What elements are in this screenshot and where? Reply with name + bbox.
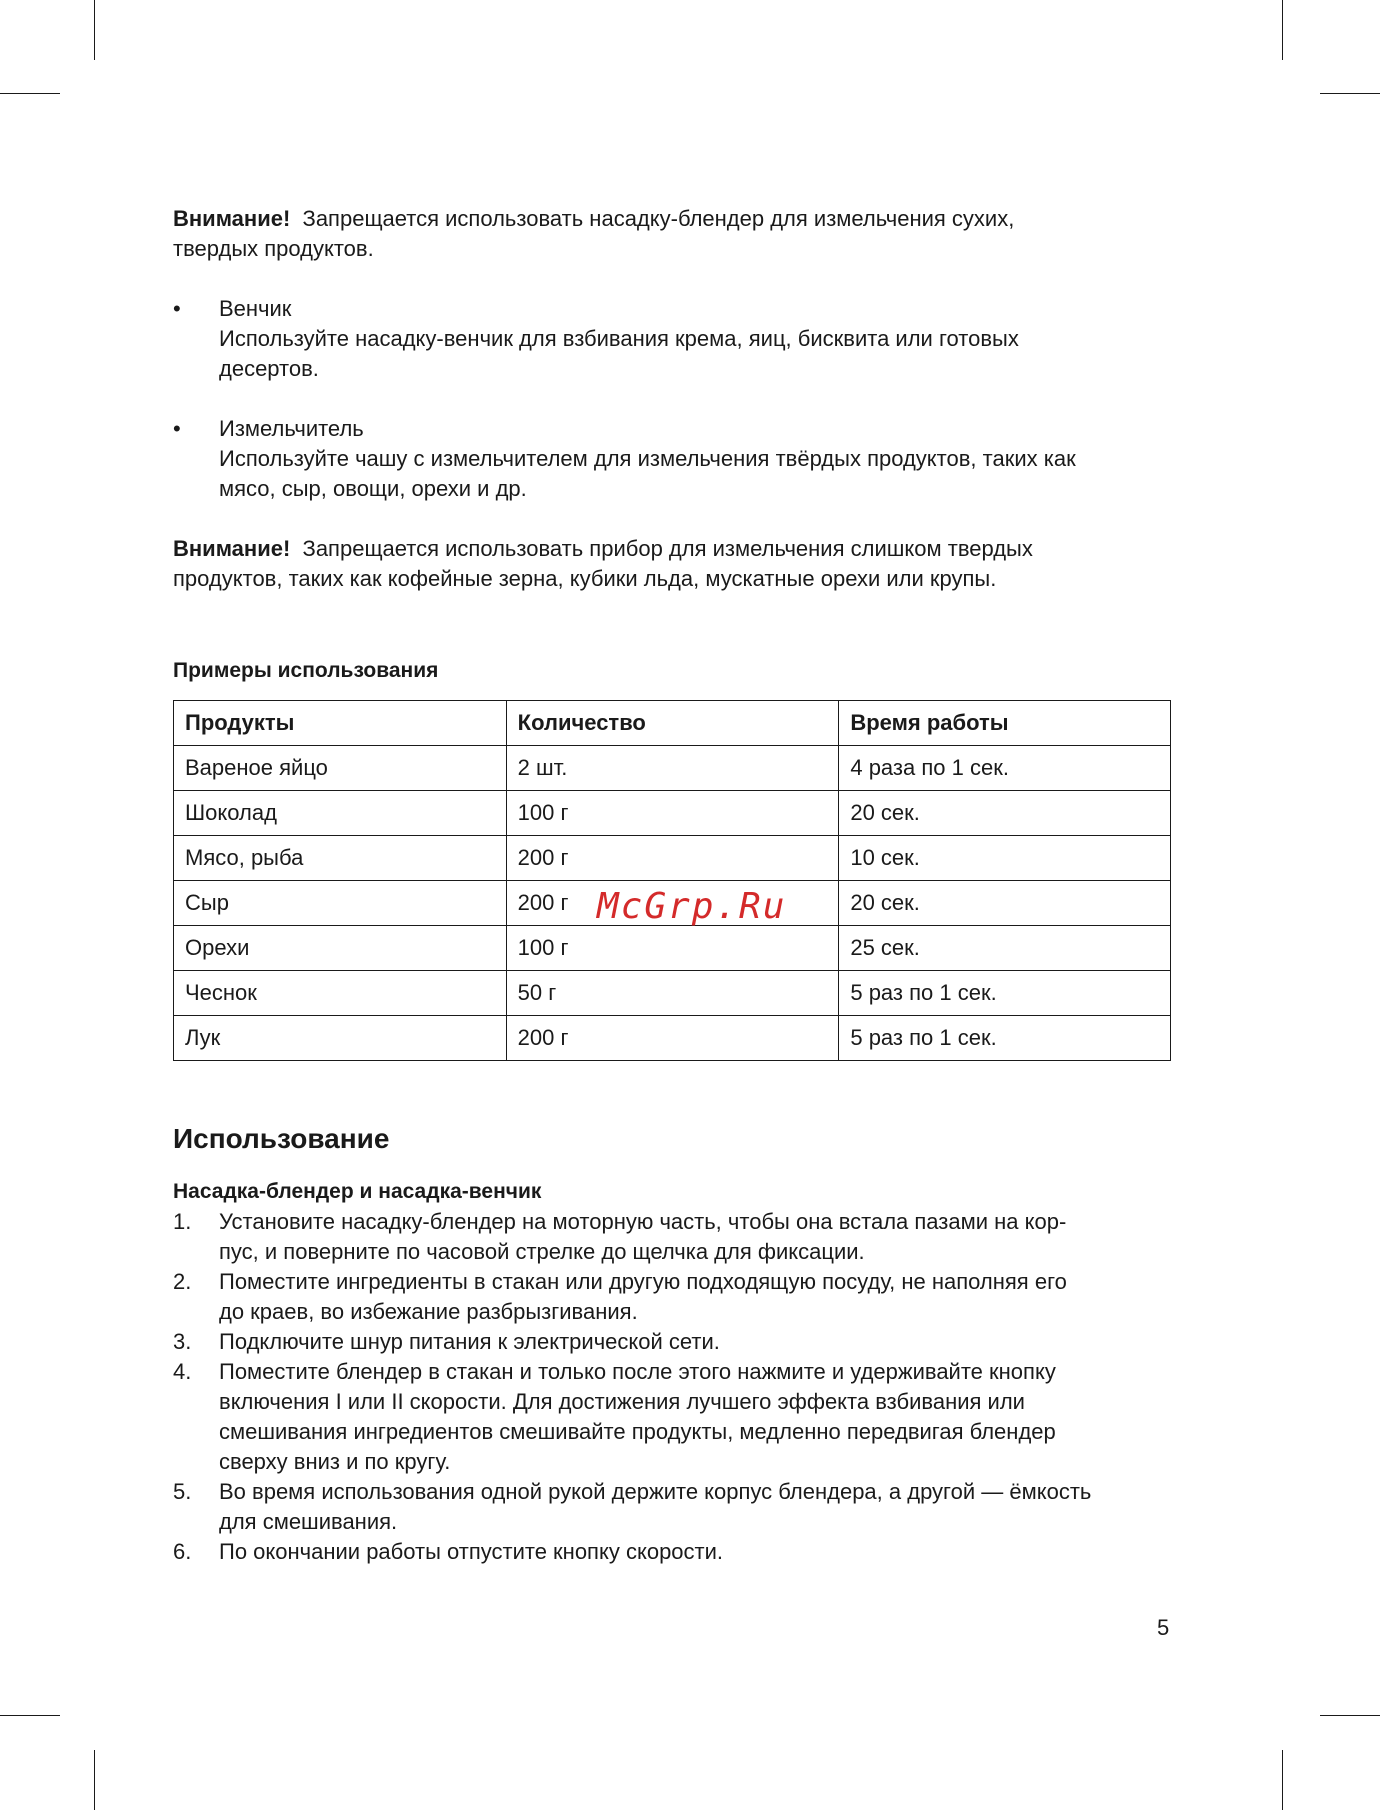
watermark: McGrp.Ru <box>597 886 787 927</box>
list-item <box>173 1537 1173 1567</box>
warning-label: Внимание! <box>173 536 291 561</box>
table-cell: 20 сек. <box>839 791 1171 836</box>
list-item <box>173 1357 1173 1477</box>
table-cell: Мясо, рыба <box>174 836 507 881</box>
bullet-item-chopper <box>173 414 1173 504</box>
warning-note <box>173 204 1173 264</box>
table-cell: 5 раз по 1 сек. <box>839 971 1171 1016</box>
table-cell: 100 г <box>506 926 839 971</box>
step-text: включения I или II скорости. Для достижения лучшего эффекта взбивания или <box>219 1389 1025 1414</box>
crop-mark <box>94 1750 95 1810</box>
crop-mark <box>0 1715 60 1716</box>
usage-examples-table <box>173 700 1171 1061</box>
column-header: Время работы <box>839 701 1171 746</box>
step-number: 3. <box>173 1329 192 1354</box>
step-number: 5. <box>173 1479 192 1504</box>
column-header: Продукты <box>174 701 507 746</box>
warning-text: Запрещается использовать насадку-блендер для измельчения сухих, <box>302 206 1015 231</box>
bullet-symbol: • <box>173 296 181 321</box>
list-item <box>173 1327 1173 1357</box>
table-cell: Шоколад <box>174 791 507 836</box>
bullet-title: Венчик <box>219 296 292 321</box>
crop-mark <box>1320 1715 1380 1716</box>
step-text: Подключите шнур питания к электрической сети. <box>219 1329 720 1354</box>
table-row <box>174 1016 1171 1061</box>
table-cell: Лук <box>174 1016 507 1061</box>
crop-mark <box>0 93 60 94</box>
table-cell: 200 г <box>506 881 839 926</box>
table-header-row <box>174 701 1171 746</box>
table-cell: 100 г <box>506 791 839 836</box>
bullet-symbol: • <box>173 416 181 441</box>
step-number: 6. <box>173 1539 192 1564</box>
table-cell: 20 сек. <box>839 881 1171 926</box>
step-text: По окончании работы отпустите кнопку скорости. <box>219 1539 724 1564</box>
step-text: Установите насадку-блендер на моторную часть, чтобы она встала пазами на кор- <box>219 1209 1067 1234</box>
crop-mark <box>1320 93 1380 94</box>
instruction-steps <box>173 1207 1173 1567</box>
table-cell: 200 г <box>506 836 839 881</box>
bullet-text: Используйте чашу с измельчителем для измельчения твёрдых продуктов, таких как <box>219 446 1076 471</box>
warning-note <box>173 534 1173 594</box>
table-cell: Сыр <box>174 881 507 926</box>
table-cell: 5 раз по 1 сек. <box>839 1016 1171 1061</box>
table-row <box>174 971 1171 1016</box>
table-caption: Примеры использования <box>173 659 439 682</box>
bullet-text: десертов. <box>219 356 319 381</box>
table-cell: Вареное яйцо <box>174 746 507 791</box>
warning-text: продуктов, таких как кофейные зерна, кубики льда, мускатные орехи или крупы. <box>173 566 997 591</box>
step-number: 2. <box>173 1269 192 1294</box>
bullet-text: Используйте насадку-венчик для взбивания крема, яиц, бисквита или готовых <box>219 326 1019 351</box>
table-cell: 4 раза по 1 сек. <box>839 746 1171 791</box>
table-cell: 2 шт. <box>506 746 839 791</box>
table-cell: 200 г <box>506 1016 839 1061</box>
table-cell: 25 сек. <box>839 926 1171 971</box>
warning-label: Внимание! <box>173 206 291 231</box>
bullet-text: мясо, сыр, овощи, орехи и др. <box>219 476 527 501</box>
step-number: 1. <box>173 1209 192 1234</box>
page-number: 5 <box>1157 1615 1170 1640</box>
step-text: Поместите блендер в стакан и только после этого нажмите и удерживайте кнопку <box>219 1359 1056 1384</box>
column-header: Количество <box>506 701 839 746</box>
list-item <box>173 1207 1173 1267</box>
step-text: до краев, во избежание разбрызгивания. <box>219 1299 638 1324</box>
table-cell: 10 сек. <box>839 836 1171 881</box>
step-text: Во время использования одной рукой держите корпус блендера, а другой — ёмкость <box>219 1479 1092 1504</box>
table-row <box>174 746 1171 791</box>
subsection-heading: Насадка-блендер и насадка-венчик <box>173 1180 542 1203</box>
crop-mark <box>94 0 95 60</box>
table-cell: Чеснок <box>174 971 507 1016</box>
crop-mark <box>1282 0 1283 60</box>
crop-mark <box>1282 1750 1283 1810</box>
step-text: для смешивания. <box>219 1509 398 1534</box>
table-cell: Орехи <box>174 926 507 971</box>
table-row <box>174 836 1171 881</box>
table-cell: 50 г <box>506 971 839 1016</box>
section-heading: Использование <box>173 1123 390 1154</box>
list-item <box>173 1477 1173 1537</box>
list-item <box>173 1267 1173 1327</box>
step-text: пус, и поверните по часовой стрелке до щелчка для фиксации. <box>219 1239 865 1264</box>
step-text: Поместите ингредиенты в стакан или другую подходящую посуду, не наполняя его <box>219 1269 1067 1294</box>
step-text: смешивания ингредиентов смешивайте продукты, медленно передвигая блендер <box>219 1419 1056 1444</box>
table-row <box>174 926 1171 971</box>
bullet-title: Измельчитель <box>219 416 364 441</box>
step-number: 4. <box>173 1359 192 1384</box>
warning-text: Запрещается использовать прибор для измельчения слишком твердых <box>302 536 1033 561</box>
bullet-item-whisk <box>173 294 1173 384</box>
table-row <box>174 791 1171 836</box>
step-text: сверху вниз и по кругу. <box>219 1449 451 1474</box>
warning-text: твердых продуктов. <box>173 236 374 261</box>
